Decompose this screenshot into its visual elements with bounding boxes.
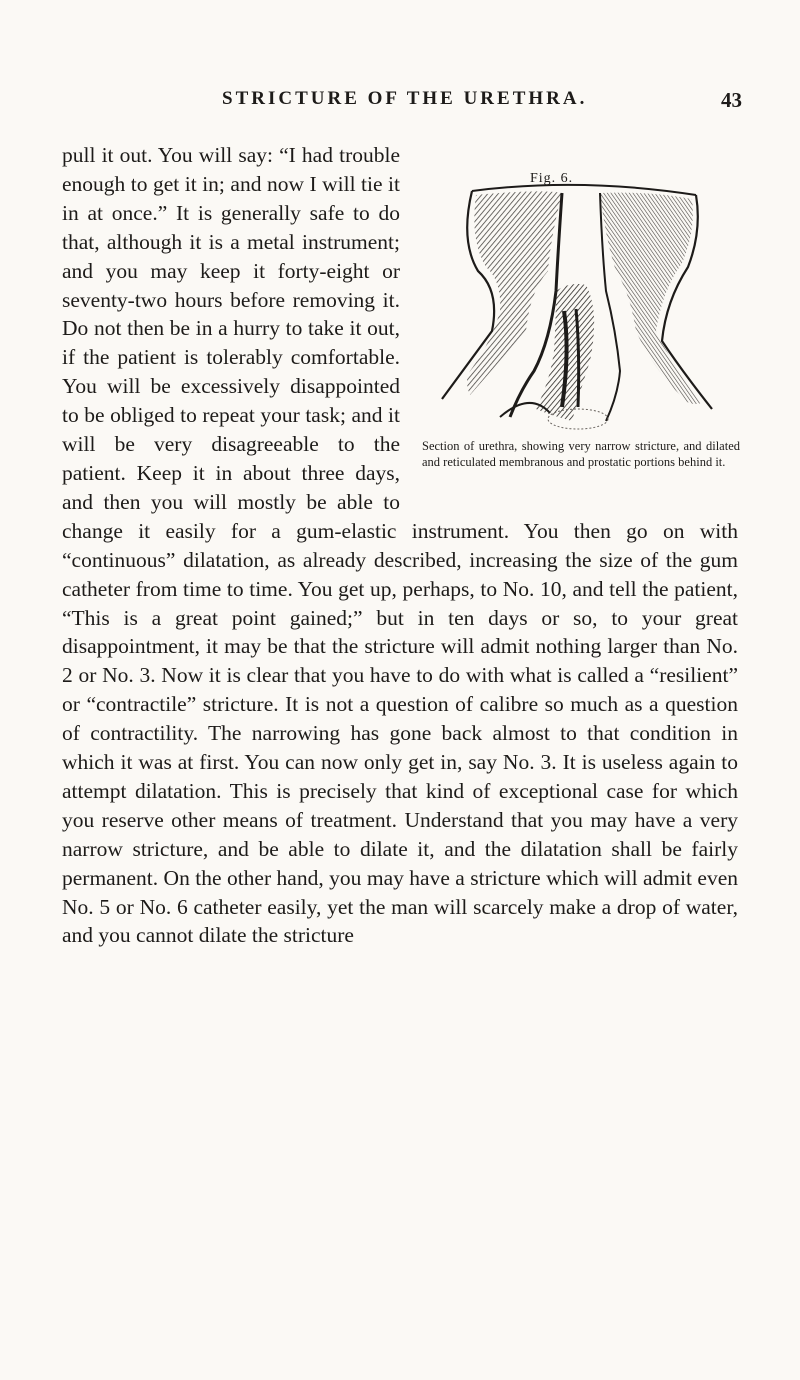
- running-title: STRICTURE OF THE URETHRA.: [222, 88, 588, 109]
- page-header: [222, 88, 742, 122]
- figure: [412, 141, 738, 516]
- body-text-block: [62, 141, 738, 950]
- figure-label: Fig. 6.: [530, 171, 574, 186]
- figure-caption: Section of urethra, showing very narrow stricture, and dilated and reticulated membranous and prostatic portions behind it.: [422, 439, 740, 469]
- body-paragraph: pull it out. You will say: “I had trouble enough to get it in; and now I will tie it in at once.” It is generally safe to do that, although it is a metal instrument; and you may keep it forty-eight or seventy-two hours before removing it. Do not then be in a hurry to take it out, if the patient is tolerably comfortable. You will be excessively disappointed to be obliged to repeat your task; and it will be very disagreeable to the patient. Keep it in about three days, and then you will mostly be able to change it easily for a gum-elastic instrument. You then go on with “continuous” dilatation, as already described, increasing the size of the gum catheter from time to time. You get up, perhaps, to No. 10, and tell the patient, “This is a great point gained;” but in ten days or so, to your great disappointment, it may be that the stricture will admit nothing larger than No. 2 or No. 3. Now it is clear that you have to do with what is called a “resilient” or “contractile” stricture. It is not a question of calibre so much as a question of contractility. The narrowing has gone back almost to that condition in which it was at first. You can now only get in, say No. 3. It is useless again to attempt dilatation. This is precisely that kind of exceptional case for which you reserve other means of treatment. Understand that you may have a very narrow stricture, and be able to dilate it, and the dilatation shall be fairly permanent. On the other hand, you may have a stricture which will admit even No. 5 or No. 6 catheter easily, yet the man will scarcely make a drop of water, and you cannot dilate the stricture: [62, 143, 738, 948]
- page-number: 43: [721, 88, 742, 112]
- urethra-section-illustration: [430, 181, 720, 431]
